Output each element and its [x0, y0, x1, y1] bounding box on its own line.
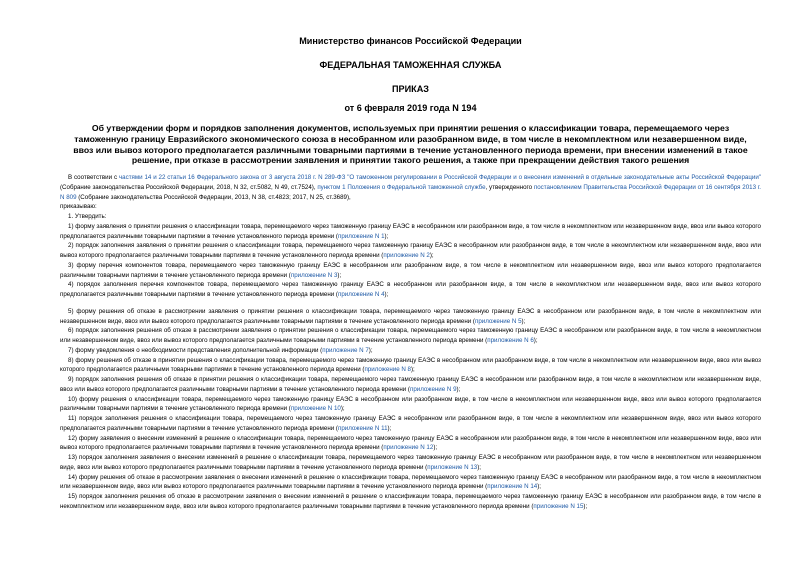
item-text: 12) форму заявления о внесении изменений в решение о классификации товара, перемещаемого через таможенную границу ЕАЭС в несобранном или разобранном виде, в том числе в некомплектном или незавершенном виде, ввоз или вывоз которого предполагается различными товарными партиями в течение установленного периода времени (	[60, 434, 761, 452]
item-end: );	[433, 444, 438, 452]
list-item	[60, 473, 761, 493]
appendix-link[interactable]: приложение N 9	[410, 385, 457, 393]
list-item	[60, 326, 761, 346]
document-title: Об утверждении форм и порядков заполнения документов, используемых при принятии решения о классификации товара, перемещаемого через таможенную границу Евразийского экономического союза в несобранном или разобранном виде, в том числе в некомплектном или незавершенном виде, ввоз или вывоз которого предполагается различными товарными партиями в течение установленного периода времени, при внесении изменений в такое решение, при отказе в рассмотрении заявления и принятии такого решения, а также при прекращении действия такого решения	[73, 123, 748, 166]
appendix-link[interactable]: приложение N 1	[338, 232, 385, 240]
item-end: );	[411, 366, 415, 374]
list-item	[60, 453, 761, 473]
item-text: 8) форму решения об отказе в принятии решения о классификации товара, перемещаемого через таможенную границу ЕАЭС в несобранном или разобранном виде, в том числе в некомплектном или незавершенном виде, ввоз или вывоз которого предполагается различными товарными партиями в течение установленного периода времени (	[60, 356, 761, 374]
item-text: 3) форму перечня компонентов товара, перемещаемого через таможенную границу ЕАЭС в несобранном или разобранном виде, в том числе в некомплектном или незавершенном виде, ввоз или вывоз которого предполагается различными товарными партиями в течение установленного периода времени (	[60, 261, 761, 279]
ministry-name: Министерство финансов Российской Федерации	[299, 36, 522, 46]
item-text: 15) порядок заполнения решения об отказе в рассмотрении заявления о внесении изменений в решение о классификации товара, перемещаемого через таможенную границу ЕАЭС в несобранном или разобранном виде, в том числе в некомплектном или незавершенном виде, ввоз или вывоз которого предполагается различными товарными партиями в течение установленного периода времени (	[60, 493, 761, 510]
item-end: );	[533, 337, 538, 345]
appendix-link[interactable]: приложение N 3	[290, 271, 338, 279]
item-text: 2) порядок заполнения заявления о принятии решения о классификации товара, перемещаемого через таможенную границу ЕАЭС в несобранном или разобранном виде, в том числе в некомплектном или незавершенном виде, ввоз или вывоз которого предполагается различными товарными партиями в течение установленного периода времени (	[60, 242, 761, 260]
document-type: ПРИКАЗ	[392, 84, 429, 94]
service-name: ФЕДЕРАЛЬНАЯ ТАМОЖЕННАЯ СЛУЖБА	[319, 60, 502, 70]
appendix-link[interactable]: приложение N 7	[322, 346, 369, 354]
list-item	[60, 261, 761, 281]
item-end: );	[521, 317, 526, 325]
appendix-link[interactable]: приложение N 13	[427, 463, 478, 471]
list-item	[60, 492, 761, 512]
list-item	[60, 346, 761, 356]
item-text: 13) порядок заполнения заявления о внесении изменений в решение о классификации товара, перемещаемого через таможенную границу ЕАЭС в несобранном или разобранном виде, в том числе в некомплектном или незавершенном виде, ввоз или вывоз которого предполагается различными товарными партиями в течение установленного периода времени (	[60, 454, 761, 471]
regulation-link[interactable]: пунктом 1 Положения о Федеральной таможенной службе	[317, 183, 486, 191]
item-text: 1) форму заявления о принятии решения о классификации товара, перемещаемого через таможенную границу ЕАЭС в несобранном или разобранном виде, в том числе в некомплектном или незавершенном виде, ввоз или вывоз которого предполагается различными товарными партиями в течение установленного периода времени (	[60, 222, 761, 240]
item-end: );	[429, 252, 434, 260]
appendix-link[interactable]: приложение N 8	[364, 366, 411, 374]
list-item	[60, 356, 761, 376]
item-text: 11) порядок заполнения решения о классификации товара, перемещаемого через таможенную границу ЕАЭС в несобранном или разобранном виде, в том числе в некомплектном или незавершенном виде, ввоз или вывоз которого предполагается различными товарными партиями в течение установленного периода времени (	[60, 415, 761, 432]
appendix-link[interactable]: приложение N 11	[338, 424, 388, 432]
item-end: );	[384, 232, 389, 240]
document-body	[60, 173, 761, 512]
preamble-text-3: , утвержденного	[485, 183, 534, 191]
approve-clause: 1. Утвердить:	[68, 213, 107, 221]
item-end: );	[387, 424, 392, 432]
preamble-text-2: (Собрание законодательства Российской Федерации, 2018, N 32, ст.5082, N 49, ст.7524),	[60, 183, 318, 191]
appendix-link[interactable]: приложение N 2	[383, 252, 430, 260]
item-end: );	[537, 483, 541, 491]
document-date-number: от 6 февраля 2019 года N 194	[344, 103, 477, 113]
item-text: 9) порядок заполнения решения об отказе в принятии решения о классификации товара, перемещаемого через таможенную границу ЕАЭС в несобранном или разобранном виде, в том числе в некомплектном или незавершенном виде, ввоз или вывоз которого предполагается различными товарными партиями в течение установленного периода времени (	[60, 376, 761, 393]
item-end: );	[456, 385, 461, 393]
list-item	[60, 280, 761, 300]
list-item	[60, 395, 761, 415]
appendix-link[interactable]: приложение N 4	[338, 291, 385, 299]
item-end: );	[477, 463, 481, 471]
item-end: );	[337, 271, 342, 279]
list-item	[60, 434, 761, 454]
spacer	[60, 300, 761, 307]
appendix-link[interactable]: приложение N 12	[383, 444, 434, 452]
item-text: 14) форму решения об отказе в рассмотрении заявления о внесении изменений в решение о классификации товара, перемещаемого через таможенную границу ЕАЭС в несобранном или разобранном виде, в том числе в некомплектном или незавершенном виде, ввоз или вывоз которого предполагается различными товарными партиями в течение установленного периода времени (	[60, 473, 761, 491]
list-item	[60, 241, 761, 261]
item-text: 5) форму решения об отказе в рассмотрении заявления о принятии решения о классификации товара, перемещаемого через таможенную границу ЕАЭС в несобранном или разобранном виде, в том числе в некомплектном или незавершенном виде, ввоз или вывоз которого предполагается различными товарными партиями в течение установленного периода времени (	[60, 307, 761, 325]
preamble-paragraph	[60, 173, 761, 202]
order-word: приказываю:	[60, 203, 97, 211]
list-item	[60, 222, 761, 242]
item-text: 10) форму решения о классификации товара, перемещаемого через таможенную границу ЕАЭС в несобранном или разобранном виде, в том числе в некомплектном или незавершенном виде, ввоз или вывоз которого предполагается различными товарными партиями в течение установленного периода времени (	[60, 395, 761, 413]
appendix-link[interactable]: приложение N 14	[487, 483, 538, 491]
item-end: );	[583, 502, 588, 510]
preamble-text-1: В соответствии с	[68, 174, 119, 182]
item-end: );	[384, 291, 389, 299]
appendix-link[interactable]: приложение N 10	[290, 405, 341, 413]
item-text: 4) порядок заполнения перечня компонентов товара, перемещаемого через таможенную границу ЕАЭС в несобранном или разобранном виде, в том числе в некомплектном или незавершенном виде, ввоз или вывоз которого предполагается различными товарными партиями в течение установленного периода времени (	[60, 281, 761, 299]
item-end: );	[340, 405, 345, 413]
list-item	[60, 375, 761, 395]
item-end: );	[368, 346, 373, 354]
appendix-link[interactable]: приложение N 5	[474, 317, 522, 325]
appendix-link[interactable]: приложение N 15	[533, 502, 584, 510]
item-text: 6) порядок заполнения решения об отказе в рассмотрении заявления о принятии решения о классификации товара, перемещаемого через таможенную границу ЕАЭС в несобранном или разобранном виде, в том числе в некомплектном или незавершенном виде, ввоз или вывоз которого предполагается различными товарными партиями в течение установленного периода времени (	[60, 327, 761, 345]
list-item	[60, 307, 761, 327]
item-text: 7) форму уведомления о необходимости представления дополнительной информации (	[68, 346, 323, 354]
resolution-link[interactable]: постановлением Правительства Российской Федерации от 16 сентября 2013 г. N 809	[60, 183, 761, 201]
preamble-text-4: (Собрание законодательства Российской Федерации, 2013, N 38, ст.4823; 2017, N 25, ст.3689),	[76, 193, 351, 201]
list-item	[60, 414, 761, 434]
appendix-link[interactable]: приложение N 6	[487, 337, 534, 345]
law-link[interactable]: частями 14 и 22 статьи 16 Федерального закона от 3 августа 2018 г. N 289-ФЗ "О таможенном регулировании в Российской Федерации и о внесении изменений в отдельные законодательные акты Российской Федерации"	[118, 174, 761, 182]
